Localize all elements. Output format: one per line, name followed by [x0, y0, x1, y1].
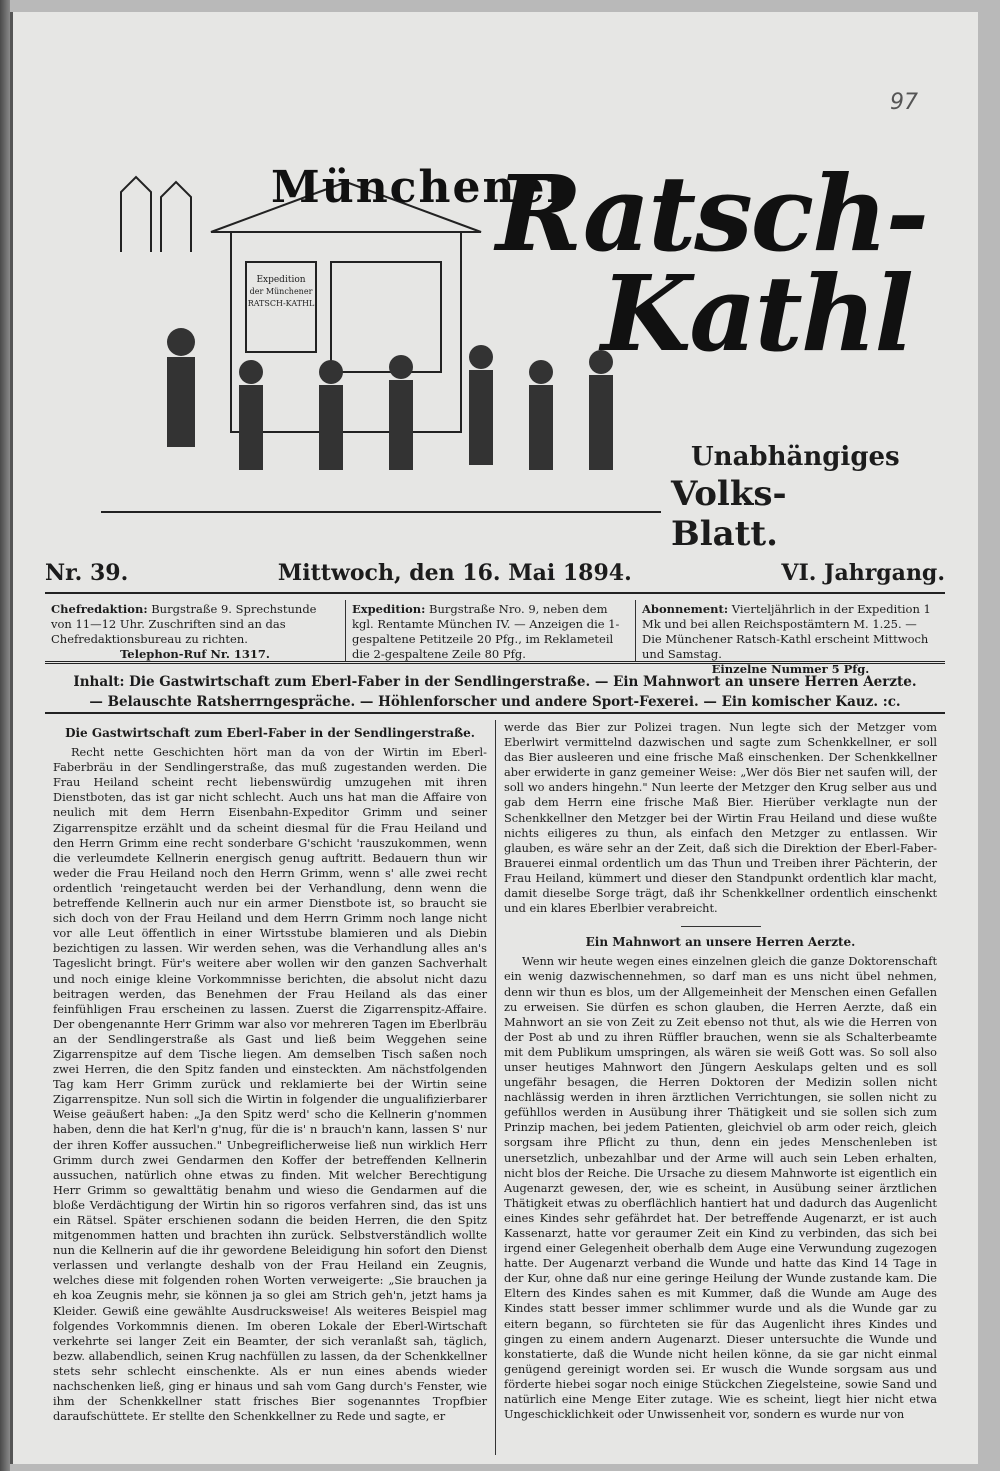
single-price: Einzelne Nummer 5 Pfg. — [711, 662, 870, 676]
redaktion-label: Chefredaktion: — [51, 602, 148, 616]
title-muenchener: Münchener — [271, 162, 572, 213]
book-spine — [0, 0, 10, 1471]
subtitle-volksblatt: Volks-Blatt. — [671, 474, 787, 554]
figure-head — [167, 328, 195, 356]
article1-heading: Die Gastwirtschaft zum Eberl-Faber in der Sendlingerstraße. — [65, 726, 475, 740]
sign-text-3: RATSCH-KATHL — [247, 299, 315, 308]
article2-body: Wenn wir heute wegen eines einzelnen gleich die ganze Doktorenschaft ein wenig dazwischennehmen, so darf man es uns nicht übel nehmen, denn wir thun es blos, um der Allgemeinheit der Menschen einen Gefallen zu erweisen. Sie dürfen es schon glauben, die Herren Aerzte, daß ein Mahnwort an sie von Zeit zu Zeit ebenso not thut, als wie die Herren von der Post ab und zu ihren Rüffler brauchen, wenn sie als Schalterbeamte mit dem Publikum umspringen, als wären sie weiß Gott was. So soll also unser heutiges Mahnwort den Jüngern Aeskulaps gelten und es soll ungefähr besagen, die Herren Doktoren der Medizin sollen nicht nachlässig werden in ihren ärztlichen Verrichtungen, sie sollen nicht zu gefühllos werden in Ausübung ihrer Thätigkeit und sie sollen sich zum Prinzip machen, bei jedem Patienten, gleichviel ob arm oder reich, gleich sorgsam ihre Pflicht zu thun, denn ein jedes Menschenleben ist unersetzlich, unbezahlbar und der Arme will auch sein Leben erhalten, nicht blos der Reiche. Die Ursache zu diesem Mahnworte ist eigentlich ein Augenarzt gewesen, der, wie es scheint, in Ausübung seiner ärztlichen Thätigkeit etwas zu oberflächlich hantiert hat und dadurch das Augenlicht eines Kindes sehr gefährdet hat. Der betreffende Augenarzt, er ist auch Kassenarzt, hatte vor geraumer Zeit ein Kind zu verbinden, das sich bei irgend einer Gelegenheit oberhalb dem Auge eine Verwundung zugezogen hatte. Der Augenarzt verband die Wunde und hatte das Kind 14 Tage in der Kur, ohne daß nur eine geringe Heilung der Wunde zustande kam. Die Eltern des Kindes sahen es mit Kummer, daß die Wunde am Auge des Kindes statt besser immer schlimmer wurde und als die Wunde gar zu eitern begann, so fürchteten sie für das Augenlicht ihres Kindes und gingen zu einem andern Augenarzt. Dieser untersuchte die Wunde und konstatierte, daß die Wunde nicht heilen könne, da sie gar nicht einmal genügend gereinigt worden sei. Er wusch die Wunde sorgsam aus und förderte hiebei sogar noch einige Stückchen Ziegelsteine, sowie Sand und natürlich eine Menge Eiter zutage. Wie es scheint, liegt hier nicht etwa Ungeschicklichkeit oder Unwissenheit vor, sondern es wurde nur von — [504, 954, 937, 1422]
issue-volume: VI. Jahrgang. — [781, 560, 945, 586]
masthead — [101, 152, 927, 554]
subtitle-unabhaengiges: Unabhängiges — [691, 442, 900, 472]
article1-continuation: werde das Bier zur Polizei tragen. Nun legte sich der Metzger vom Eberlwirt vermittelnd dazwischen und sagte zum Schenkkellner, er soll das Bier ausleeren und eine frische Maß einschenken. Der Schenkkellner aber erwiderte in ganz gemeiner Weise: „Wer dös Bier net saufen will, der soll wo anders hingehn." Nun leerte der Metzger den Krug selber aus und gab dem Herrn eine frische Maß Bier. Hierüber verklagte nun der Schenkkellner den Metzger bei der Wirtin Frau Heiland und diese wußte nichts eiligeres zu thun, als einfach den Metzger zu entlassen. Wir glauben, es wäre sehr an der Zeit, daß sich die Direktion der Eberl-Faber-Brauerei einmal ordentlich um das Thun und Treiben ihrer Pächterin, der Frau Heiland, kümmert und dieser den Standpunkt ordentlich klar macht, damit dieselbe Sorge trägt, daß ihr Schenkkellner ordentlich einschenkt und ein klares Eberlbier verabreicht. — [504, 720, 937, 916]
issue-line — [45, 560, 945, 594]
sign-text-1: Expedition — [256, 275, 306, 285]
telephone: Telephon-Ruf Nr. 1317. — [120, 647, 270, 661]
article2-heading: Ein Mahnwort an unsere Herren Aerzte. — [585, 935, 856, 950]
info-expedition — [345, 600, 635, 661]
church-tower-left — [121, 177, 151, 252]
contents-line-1: Die Gastwirtschaft zum Eberl-Faber in der Sendlingerstraße. — Ein Mahnwort an unsere Herren Aerzte. — [129, 674, 917, 690]
page-number: 97 — [890, 90, 918, 115]
issue-date: Mittwoch, den 16. Mai 1894. — [277, 560, 632, 586]
sign-text-2: der Münchener — [249, 287, 313, 296]
article-columns — [45, 720, 945, 1455]
abonnement-label: Abonnement: — [642, 602, 729, 616]
info-redaktion — [45, 600, 345, 661]
newspaper-page — [10, 12, 978, 1464]
column-right — [495, 720, 945, 1455]
title-ratsch: Ratsch- — [496, 152, 927, 275]
info-bar — [45, 600, 945, 676]
contents-line-2: — Belauschte Ratsherrngespräche. — Höhlenforscher und andere Sport-Fexerei. — Ein komischer Kauz. :c. — [89, 694, 901, 710]
expedition-text: Burgstraße Nro. 9, neben dem kgl. Rentamte München IV. — Anzeigen die 1-gespaltene Petitzeile 20 Pfg., im Reklameteil die 2-gespaltene Zeile 80 Pfg. — [352, 602, 620, 661]
expedition-label: Expedition: — [352, 602, 426, 616]
article1-body: Recht nette Geschichten hört man da von der Wirtin im Eberl-Faberbräu in der Sendlingerstraße, das muß zugestanden werden. Die Frau Heiland scheint recht liebenswürdig umzugehen mit ihren Dienstboten, das ist gar nicht schlecht. Auch uns hat man die Affaire von neulich mit dem Herrn Eisenbahn-Expeditor Grimm und seiner Zigarrenspitze erzählt und da scheint diesmal für die Frau Heiland und den Herrn Grimm eine recht sonderbare G'schicht 'rauszukommen, wenn die verleumdete Kellnerin energisch genug auftritt. Bedauern thun wir weder die Frau Heiland noch den Herrn Grimm, wenn s' alle zwei recht ordentlich 'reingetaucht werden bei der Verhandlung, denn wenn die betreffende Kellnerin auch nur ein armer Dienstbote ist, so braucht sie sich doch von der Frau Heiland und dem Herrn Grimm noch lange nicht vor alle Leut öffentlich in einer Wirtsstube blamieren und als Diebin bezichtigen zu lassen. Wir werden sehen, was die Verhandlung alles an's Tageslicht bringt. Für's weitere aber wollen wir den ganzen Sachverhalt und noch einige kleine Vorkommnisse berichten, die absolut nicht dazu beitragen werden, das Benehmen der Frau Heiland als das einer feinfühligen Frau erscheinen zu lassen. Zuerst die Zigarrenspitz-Affaire. Der obengenannte Herr Grimm war also vor mehreren Tagen im Eberlbräu an der Sendlingerstraße als Gast und ließ beim Weggehen seine Zigarrenspitze auf dem Tische liegen. Am demselben Tisch saßen noch zwei Herren, die den Spitz fanden und einsteckten. Am nächstfolgenden Tag kam Herr Grimm zurück und reklamierte bei der Wirtin seine Zigarrenspitze. Nun soll sich die Wirtin in folgender die ungualifizierbarer Weise geäußert haben: „Ja den Spitz werd' scho die Kellnerin g'nommen haben, denn die hat Kerl'n g'nug, für die is' n brauch'n kann, lassen S' nur der ihren Koffer aussuchen." Unbegreiflicherweise ließ nun wirklich Herr Grimm durch zwei Gendarmen den Koffer der betreffenden Kellnerin aussuchen, natürlich ohne etwas zu finden. Mit welcher Berechtigung Herr Grimm so gewalttätig benahm und wieso die Gendarmen auf die bloße Verdächtigung der Wirtin hin so rigoros verfahren sind, das ist uns ein Rätsel. Später erschienen sodann die beiden Herren, die den Spitz mitgenommen hatten und brachten ihn zurück. Selbstverständlich wollte nun die Kellnerin auf die ihr gewordene Beleidigung hin sofort den Dienst verlassen und verlangte deshalb von der Frau Heiland ein Zeugnis, welches diese mit folgenden rohen Worten verweigerte: „Sie brauchen ja eh koa Zeugnis mehr, sie können ja so glei am Strich geh'n, jetzt hams ja Kleider. Gewiß eine gewählte Ausdrucksweise! Als weiteres Beispiel mag folgendes Vorkommnis dienen. Im oberen Lokale der Eberl-Wirtschaft verkehrte sei langer Zeit ein Beamter, der sich veranlaßt sah, täglich, bezw. allabendlich, seinen Krug nachfüllen zu lassen, da der Schenkkellner stets sehr schlecht einschenkte. Als er nun eines abends wieder nachschenken ließ, ging er hinaus und sah vom Gang durch's Fenster, wie ihm der Schenkkellner statt frisches Bier sogenanntes Tropfbier daraufschüttete. Er stellte den Schenkkellner zu Rede und sagte, er — [53, 745, 487, 1424]
article-divider — [681, 926, 761, 927]
info-abonnement — [635, 600, 945, 676]
church-tower-right — [161, 182, 191, 252]
abonnement-text: Vierteljährlich in der Expedition 1 Mk und bei allen Reichspostämtern M. 1.25. — Die Münchener Ratsch-Kathl erscheint Mittwoch und Samstag. — [642, 602, 931, 661]
table-of-contents — [45, 672, 945, 714]
column-left — [45, 720, 495, 1455]
contents-label: Inhalt: — [73, 674, 125, 690]
redaktion-text: Burgstraße 9. Sprechstunde von 11—12 Uhr. Zuschriften sind an das Chefredaktionsbureau zu richten. — [51, 602, 317, 646]
issue-number: Nr. 39. — [45, 560, 129, 586]
title-kathl: Kathl — [601, 252, 912, 375]
